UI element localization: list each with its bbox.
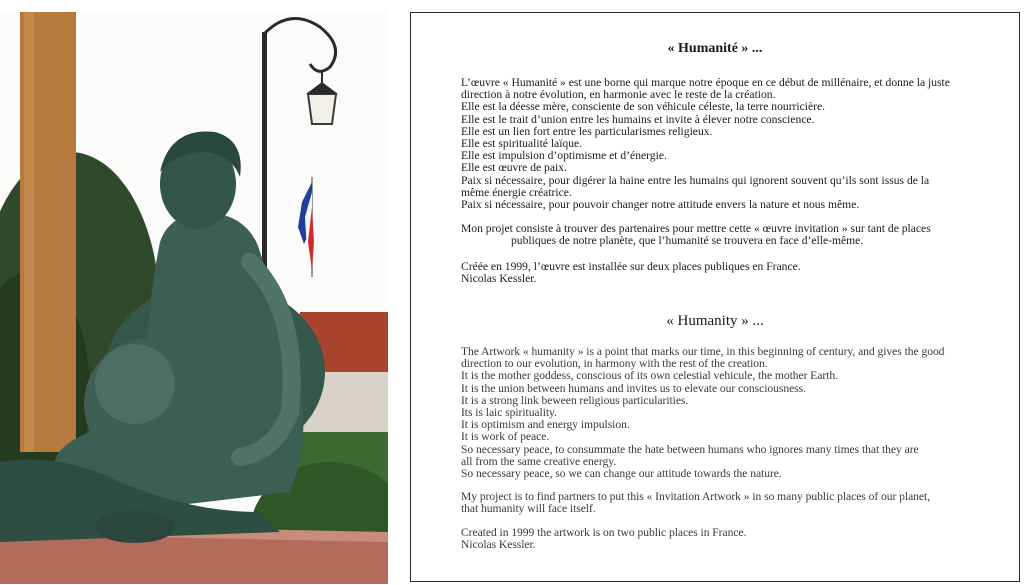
statue-photo <box>0 12 388 584</box>
text-line: Paix si nécessaire, pour pouvoir changer notre attitude envers la nature et nous même. <box>461 198 860 212</box>
signature: Nicolas Kessler. <box>461 538 536 552</box>
text-line: direction à notre évolution, en harmonie avec le reste de la création. <box>461 88 776 102</box>
text-line: My project is to find partners to put this « Invitation Artwork » in so many public places of our planet, <box>461 490 931 503</box>
text-line: Created in 1999 the artwork is on two public places in France. <box>461 526 747 539</box>
text-line: Elle est spiritualité laïque. <box>461 137 583 151</box>
text-line: The Artwork « humanity » is a point that marks our time, in this beginning of century, and gives the good <box>461 345 945 358</box>
text-line: It is the mother goddess, conscious of its own celestial vehicule, the mother Earth. <box>461 369 839 383</box>
french-title: « Humanité » ... <box>667 41 763 56</box>
text-line: It is work of peace. <box>461 430 550 444</box>
english-paragraph-2 <box>461 491 1015 515</box>
french-paragraph-1 <box>461 77 1015 211</box>
text-line: même énergie créatrice. <box>461 185 572 199</box>
text-line: It is optimism and energy impulsion. <box>461 418 630 432</box>
text-line: So necessary peace, so we can change our attitude towards the nature. <box>461 467 782 481</box>
text-line: L’œuvre « Humanité » est une borne qui marque notre époque en ce début de millénaire, et donne la juste <box>461 76 950 89</box>
french-paragraph-2 <box>461 223 1015 247</box>
text-line: Elle est impulsion d’optimisme et d’énergie. <box>461 149 667 163</box>
text-line: direction to our evolution, in harmony with the rest of the creation. <box>461 357 768 371</box>
text-line: that humanity will face itself. <box>461 502 596 516</box>
text-line: Elle est œuvre de paix. <box>461 161 567 175</box>
text-line: It is the union between humans and invites us to elevate our consciousness. <box>461 381 806 395</box>
text-line: Créée en 1999, l’œuvre est installée sur deux places publiques en France. <box>461 260 801 273</box>
text-line: publiques de notre planète, que l’humanité se trouvera en face d’elle-même. <box>511 234 864 248</box>
english-title: « Humanity » ... <box>666 313 764 329</box>
text-line: Its is laic spirituality. <box>461 406 557 420</box>
signature: Nicolas Kessler. <box>461 272 537 286</box>
text-line: Paix si nécessaire, pour digérer la haine entre les humains qui ignorent souvent qu’ils sont issus de la <box>461 173 930 187</box>
text-line: It is a strong link beween religious particularities. <box>461 393 689 407</box>
english-paragraph-3 <box>461 527 1015 551</box>
text-line: all from the same creative energy. <box>461 454 617 468</box>
french-paragraph-3 <box>461 261 1015 285</box>
english-paragraph-1 <box>461 346 1015 480</box>
text-line: Mon projet consiste à trouver des partenaires pour mettre cette « œuvre invitation » sur tant de places <box>461 222 931 235</box>
text-line: Elle est la déesse mère, consciente de son véhicule céleste, la terre nourricière. <box>461 100 826 114</box>
statue-illustration <box>0 12 388 584</box>
text-panel <box>410 12 1020 582</box>
text-line: So necessary peace, to consummate the hate between humans who ignores many times that they are <box>461 442 919 456</box>
text-line: Elle est le trait d’union entre les humains et invite à élever notre conscience. <box>461 112 815 126</box>
text-line: Elle est un lien fort entre les particularismes religieux. <box>461 124 713 138</box>
